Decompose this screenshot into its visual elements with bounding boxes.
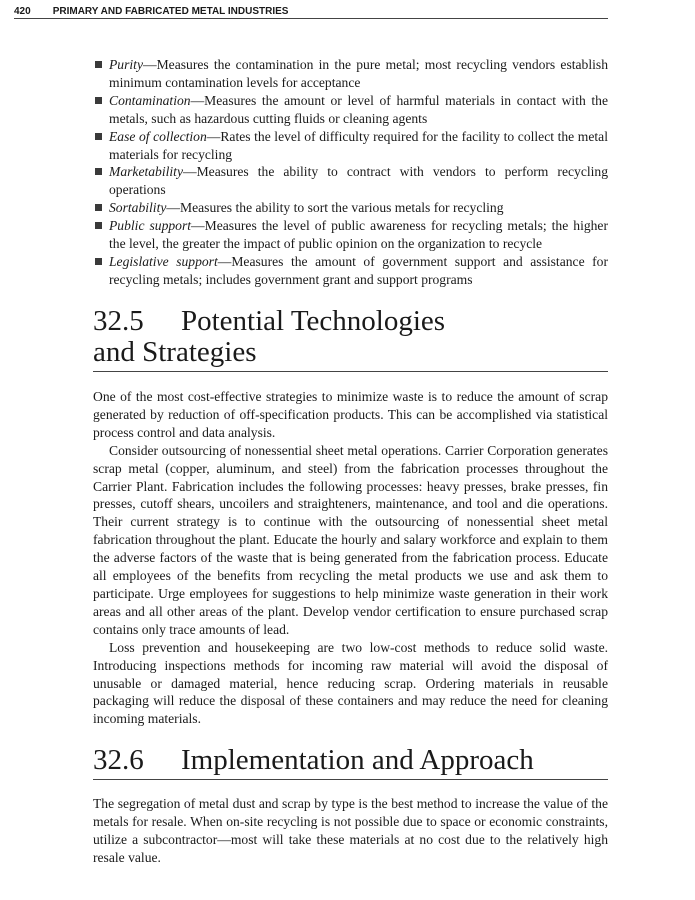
bullet-text: —Measures the contamination in the pure metal; most recycling vendors establish minimum contamination levels for acceptance <box>109 57 608 90</box>
section-heading-32-6 <box>93 743 608 780</box>
section-title: Implementation and Approach <box>181 744 534 776</box>
bullet-square-icon <box>95 97 102 104</box>
bullet-text: —Measures the amount of government support and assistance for recycling metals; includes government grant and support programs <box>109 253 608 287</box>
bullet-square-icon <box>95 222 102 229</box>
bullet-square-icon <box>95 133 102 140</box>
section-32-5-body <box>93 388 608 728</box>
bullet-term: Marketability <box>109 164 183 180</box>
bullet-text: —Measures the amount or level of harmful materials in contact with the metals, such as hazardous cutting fluids or cleaning agents <box>109 92 608 126</box>
list-item <box>93 92 608 128</box>
criteria-bullet-list <box>93 56 608 289</box>
bullet-term: Legislative support <box>109 253 218 269</box>
section-heading-32-5 <box>93 306 608 372</box>
paragraph: One of the most cost-effective strategies to minimize waste is to reduce the amount of scrap generated by reduction of off-specification products. This can be accomplished via statistical process control and data analysis. <box>93 389 608 440</box>
section-title-line2: and Strategies <box>93 336 257 368</box>
bullet-term: Public support <box>109 218 192 234</box>
list-item <box>93 128 608 164</box>
running-title: PRIMARY AND FABRICATED METAL INDUSTRIES <box>52 6 289 17</box>
bullet-square-icon <box>95 168 102 175</box>
bullet-term: Ease of collection <box>109 128 207 144</box>
list-item <box>93 217 608 253</box>
bullet-text: —Measures the ability to contract with vendors to perform recycling operations <box>109 164 608 198</box>
bullet-term: Purity <box>109 57 143 72</box>
list-item <box>93 253 608 289</box>
bullet-square-icon <box>95 61 102 68</box>
list-item <box>93 199 608 217</box>
bullet-term: Contamination <box>109 92 191 108</box>
bullet-term: Sortability <box>109 200 167 216</box>
paragraph: Loss prevention and housekeeping are two low-cost methods to reduce solid waste. Introducing inspections methods for incoming raw material will avoid the disposal of unusable or damaged material, hence reducing scrap. Ordering materials in reusable packaging will reduce the disposal of these containers and may reduce the need for cleaning incoming materials. <box>93 639 608 727</box>
running-header <box>14 6 608 19</box>
paragraph: The segregation of metal dust and scrap by type is the best method to increase the value of the metals for resale. When on-site recycling is not possible due to space or economic constraints, utilize a subcontractor—most will take these materials at no cost due to the relatively high resale value. <box>93 796 608 865</box>
bullet-text: —Measures the ability to sort the various metals for recycling <box>166 200 504 216</box>
bullet-square-icon <box>95 258 102 265</box>
page-number: 420 <box>14 6 31 17</box>
bullet-text: —Measures the level of public awareness for recycling metals; the higher the level, the greater the impact of public opinion on the organization to recycle <box>109 218 608 252</box>
section-32-6-body <box>93 795 608 867</box>
paragraph: Consider outsourcing of nonessential sheet metal operations. Carrier Corporation generates scrap metal (copper, aluminum, and steel) from the fabrication processes throughout the Carrier Plant. Fabrication includes the following processes: heavy presses, brake presses, fin presses, cutoff shears, uncoilers and straighteners, maintenance, and tool and die operations. Their current strategy is to continue with the outsourcing of nonessential sheet metal fabrication throughout the plant. Educate the hourly and salary workforce and explain to them the adverse factors of the waste that is being generated from the fabrication process. Educate all employees of the benefits from recycling the metal products we use and ask them to participate. Urge employees for suggestions to help minimize waste generation in their work areas and all other areas of the plant. Develop vendor certification to ensure purchased scrap contains only trace amounts of lead. <box>93 442 608 637</box>
section-title-line1: Potential Technologies <box>181 305 446 337</box>
section-number: 32.5 <box>93 305 144 337</box>
list-item <box>93 163 608 199</box>
bullet-square-icon <box>95 204 102 211</box>
list-item <box>93 56 608 92</box>
section-number: 32.6 <box>93 744 144 776</box>
bullet-text: —Rates the level of difficulty required for the facility to collect the metal materials for recycling <box>109 128 608 162</box>
